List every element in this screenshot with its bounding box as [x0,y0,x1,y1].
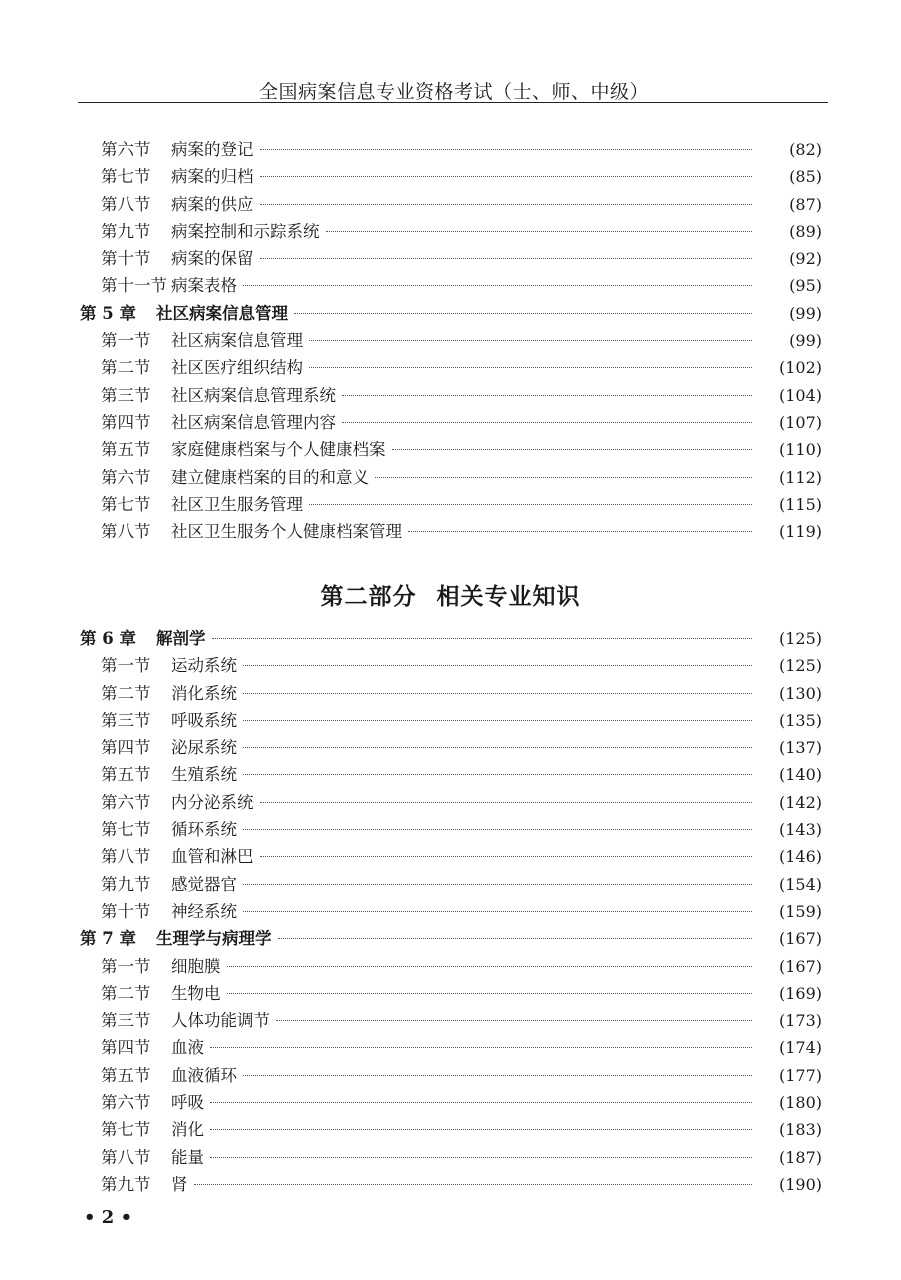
entry-number: 第一节 [101,331,151,351]
dot-leader [210,1156,752,1158]
entry-number: 第六节 [101,140,151,159]
entry-page-number: (142) [778,792,822,812]
entry-number: 第 7 章 [80,929,136,949]
entry-title: 能量 [171,1147,204,1167]
dot-leader [260,203,753,205]
dot-leader [276,1019,752,1021]
entry-page-number: (104) [778,385,822,405]
entry-number: 第八节 [101,194,151,214]
part-title [0,578,901,611]
dot-leader [260,175,753,177]
toc-section-entry [0,327,901,354]
entry-page-number: (112) [778,467,822,487]
entry-title: 肾 [171,1174,188,1194]
entry-title: 家庭健康档案与个人健康档案 [171,440,386,460]
entry-page-number: (135) [778,710,822,730]
toc-section-entry [0,707,901,734]
entry-number: 第八节 [101,847,151,867]
dot-leader [243,692,752,694]
dot-leader [210,1101,752,1103]
header-rule [78,102,828,103]
entry-number: 第七节 [101,494,151,514]
entry-page-number: (110) [778,440,822,460]
toc-section-entry [0,680,901,707]
entry-number: 第二节 [101,358,151,378]
entry-page-number: (87) [789,194,822,214]
dot-leader [243,664,752,666]
toc-section-entry [0,789,901,816]
toc-section-entry [0,980,901,1007]
entry-number: 第三节 [101,1011,151,1031]
entry-title: 社区病案信息管理内容 [171,412,336,432]
entry-page-number: (82) [789,140,822,159]
entry-number: 第八节 [101,1147,151,1167]
entry-title: 消化 [171,1120,204,1140]
entry-title: 消化系统 [171,683,237,703]
entry-number: 第四节 [101,1038,151,1058]
entry-title: 生殖系统 [171,765,237,785]
entry-title: 社区病案信息管理 [156,303,288,323]
dot-leader [326,230,753,232]
entry-title: 感觉器官 [171,874,237,894]
dot-leader [210,1128,752,1130]
entry-title: 神经系统 [171,901,237,921]
entry-page-number: (119) [778,522,822,542]
entry-page-number: (159) [778,901,822,921]
toc-section-entry [0,272,901,299]
entry-number: 第七节 [101,167,151,187]
toc-section-entry [0,136,901,163]
entry-title: 呼吸 [171,1093,204,1113]
toc-section-entry [0,1034,901,1061]
entry-number: 第四节 [101,412,151,432]
toc-section-entry [0,491,901,518]
toc-section-entry [0,898,901,925]
entry-page-number: (167) [778,929,822,949]
dot-leader [212,637,753,639]
toc-list-part-two [0,625,901,1198]
entry-page-number: (177) [778,1065,822,1085]
toc-section-entry [0,163,901,190]
entry-title: 病案的供应 [171,194,254,214]
dot-leader [243,284,752,286]
entry-number: 第一节 [101,656,151,676]
entry-title: 解剖学 [156,629,206,648]
dot-leader [342,421,752,423]
entry-page-number: (92) [789,249,822,269]
dot-leader [243,773,752,775]
entry-page-number: (154) [778,874,822,894]
entry-page-number: (137) [778,738,822,758]
entry-number: 第七节 [101,820,151,840]
entry-number: 第五节 [101,1065,151,1085]
dot-leader [278,937,753,939]
entry-number: 第五节 [101,765,151,785]
entry-page-number: (174) [778,1038,822,1058]
entry-title: 社区卫生服务管理 [171,494,303,514]
entry-number: 第九节 [101,874,151,894]
toc-section-entry [0,843,901,870]
entry-number: 第 6 章 [80,629,136,648]
entry-page-number: (173) [778,1011,822,1031]
entry-number: 第九节 [101,221,151,241]
entry-number: 第六节 [101,1093,151,1113]
toc-section-entry [0,871,901,898]
entry-number: 第八节 [101,522,151,542]
dot-leader [309,503,752,505]
toc-section-entry [0,245,901,272]
dot-leader [309,339,752,341]
entry-title: 社区病案信息管理 [171,331,303,351]
entry-number: 第一节 [101,956,151,976]
toc-section-entry [0,1007,901,1034]
dot-leader [194,1183,753,1185]
entry-number: 第四节 [101,738,151,758]
toc-section-entry [0,464,901,491]
entry-page-number: (183) [778,1120,822,1140]
toc-section-entry [0,816,901,843]
dot-leader [260,855,753,857]
entry-title: 循环系统 [171,820,237,840]
entry-title: 运动系统 [171,656,237,676]
entry-number: 第三节 [101,710,151,730]
entry-title: 社区病案信息管理系统 [171,385,336,405]
entry-number: 第五节 [101,440,151,460]
entry-number: 第十节 [101,249,151,269]
dot-leader [375,476,752,478]
entry-page-number: (99) [789,303,822,323]
toc-section-entry [0,761,901,788]
entry-number: 第 5 章 [80,303,136,323]
toc-section-entry [0,1144,901,1171]
part-number: 第二部分 [320,583,417,610]
entry-page-number: (169) [778,983,822,1003]
entry-page-number: (115) [778,494,822,514]
entry-number: 第六节 [101,467,151,487]
entry-title: 社区卫生服务个人健康档案管理 [171,522,402,542]
entry-title: 血管和淋巴 [171,847,254,867]
dot-leader [260,801,753,803]
toc-list-part-one [0,136,901,545]
dot-leader [243,719,752,721]
entry-page-number: (167) [778,956,822,976]
entry-title: 泌尿系统 [171,738,237,758]
toc-section-entry [0,354,901,381]
dot-leader [243,746,752,748]
entry-page-number: (130) [778,683,822,703]
part-name: 相关专业知识 [436,583,581,610]
entry-number: 第六节 [101,792,151,812]
entry-page-number: (125) [778,656,822,676]
toc-section-entry [0,1089,901,1116]
entry-title: 血液 [171,1038,204,1058]
entry-number: 第九节 [101,1174,151,1194]
dot-leader [243,828,752,830]
entry-number: 第七节 [101,1120,151,1140]
entry-page-number: (107) [778,412,822,432]
dot-leader [392,448,753,450]
dot-leader [294,312,752,314]
dot-leader [227,965,753,967]
toc-section-entry [0,652,901,679]
entry-title: 人体功能调节 [171,1011,270,1031]
toc-section-entry [0,518,901,545]
toc-section-entry [0,734,901,761]
entry-page-number: (187) [778,1147,822,1167]
toc-chapter-entry [0,300,901,327]
dot-leader [243,910,752,912]
toc-section-entry [0,1171,901,1198]
toc-section-entry [0,409,901,436]
entry-page-number: (140) [778,765,822,785]
entry-title: 病案控制和示踪系统 [171,221,320,241]
toc-section-entry [0,191,901,218]
toc-chapter-entry [0,925,901,952]
page-number: • 2 • [84,1207,133,1228]
entry-page-number: (95) [789,276,822,296]
entry-page-number: (143) [778,820,822,840]
dot-leader [309,366,752,368]
dot-leader [342,394,752,396]
dot-leader [408,530,752,532]
toc-section-entry [0,436,901,463]
entry-number: 第十节 [101,901,151,921]
entry-page-number: (102) [778,358,822,378]
entry-number: 第二节 [101,983,151,1003]
dot-leader [243,883,752,885]
entry-page-number: (89) [789,221,822,241]
toc-section-entry [0,382,901,409]
entry-number: 第二节 [101,683,151,703]
dot-leader [227,992,753,994]
entry-number: 第三节 [101,385,151,405]
entry-page-number: (180) [778,1093,822,1113]
entry-title: 病案的保留 [171,249,254,269]
entry-title: 病案的归档 [171,167,254,187]
running-head: 全国病案信息专业资格考试（士、师、中级） [258,81,649,103]
dot-leader [260,257,753,259]
entry-page-number: (125) [778,629,822,648]
toc-section-entry [0,953,901,980]
entry-title: 病案的登记 [171,140,254,159]
toc-section-entry [0,218,901,245]
entry-title: 建立健康档案的目的和意义 [171,467,369,487]
entry-title: 血液循环 [171,1065,237,1085]
dot-leader [260,148,753,150]
toc-section-entry [0,1116,901,1143]
toc-chapter-entry [0,625,901,652]
toc-section-entry [0,1062,901,1089]
entry-page-number: (85) [789,167,822,187]
entry-title: 内分泌系统 [171,792,254,812]
entry-title: 呼吸系统 [171,710,237,730]
entry-title: 社区医疗组织结构 [171,358,303,378]
dot-leader [243,1074,752,1076]
dot-leader [210,1046,752,1048]
entry-page-number: (146) [778,847,822,867]
entry-title: 病案表格 [171,276,237,296]
entry-page-number: (99) [789,331,822,351]
entry-page-number: (190) [778,1174,822,1194]
entry-title: 生理学与病理学 [156,929,272,949]
entry-number: 第十一节 [101,276,167,296]
entry-title: 细胞膜 [171,956,221,976]
entry-title: 生物电 [171,983,221,1003]
